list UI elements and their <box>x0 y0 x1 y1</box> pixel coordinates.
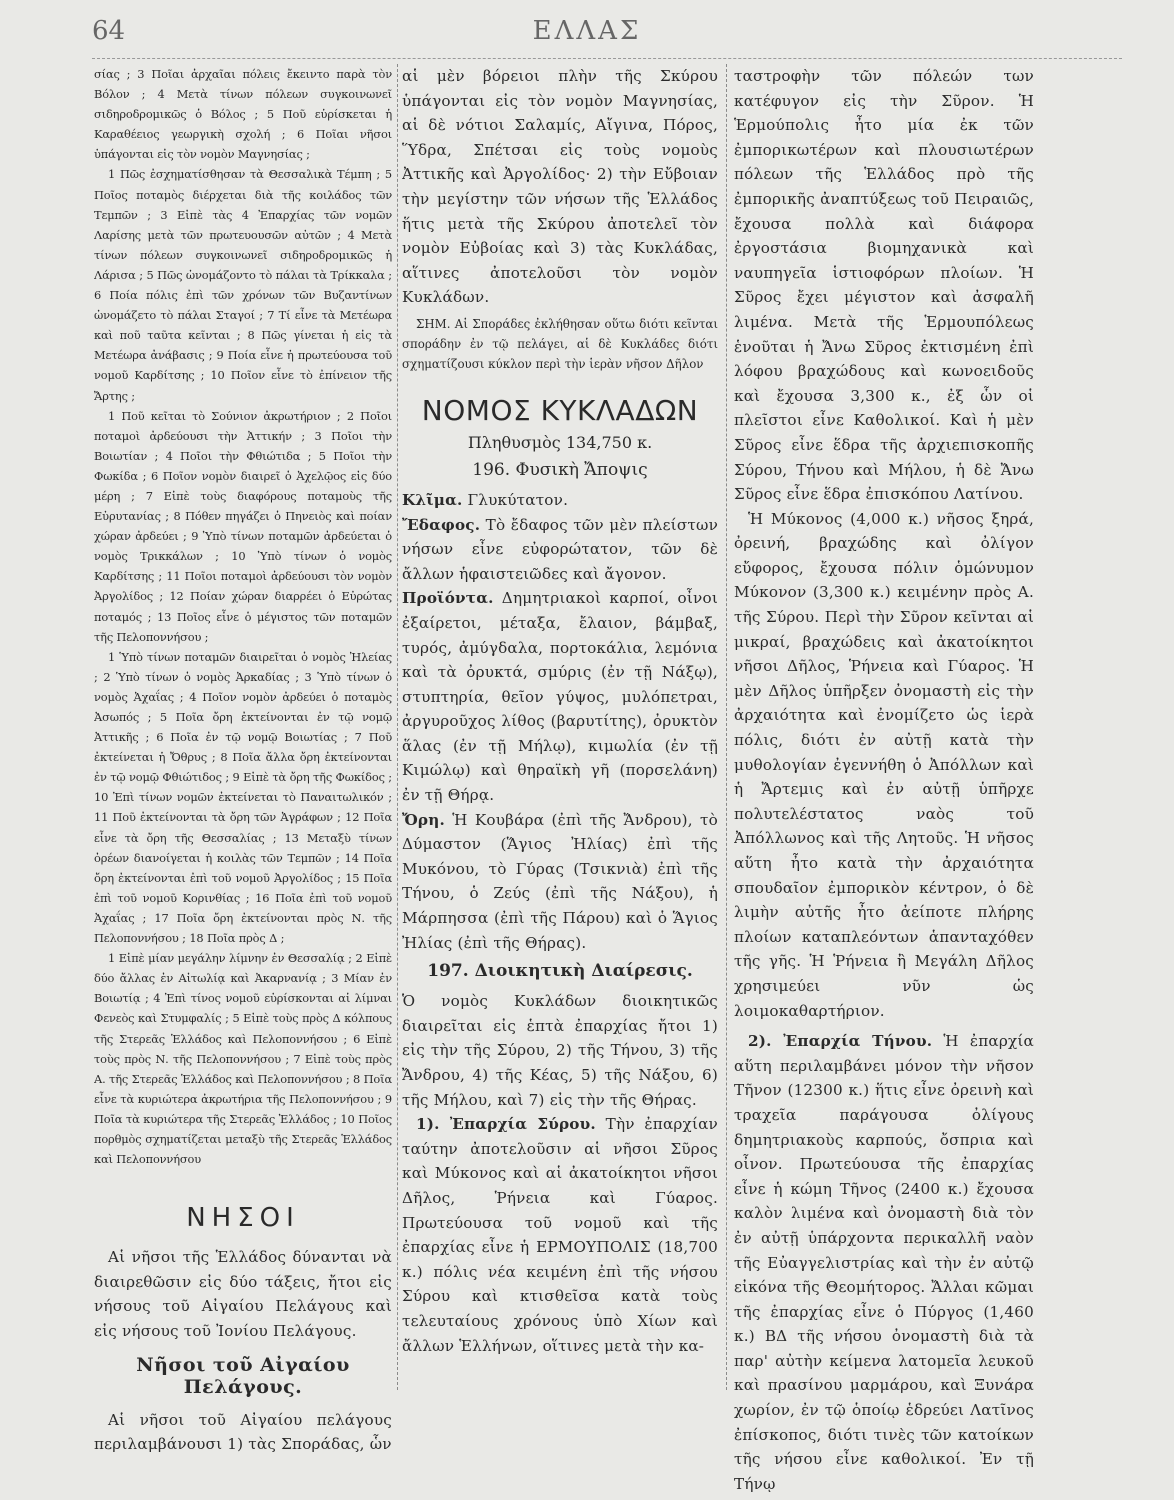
page-number: 64 <box>92 16 126 46</box>
heading-nomos-kykladon: ΝΟΜΟΣ ΚΥΚΛΑΔΩΝ <box>421 393 699 427</box>
header-rule <box>92 58 1122 59</box>
subheading-aegean-islands: Νῆσοι τοῦ Αἰγαίου Πελάγους. <box>136 1353 350 1398</box>
paragraph-proionta <box>402 586 718 807</box>
questions-rivers: 1 Ποῦ κεῖται τὸ Σούνιον ἀκρωτήριον ; 2 Ποῖοι ποταμοὶ ἀρδεύουσι τὴν Ἀττικήν ; 3 Ποῖοι τὴν Βοιωτίαν ; 4 Ποῖοι τὴν Φθιώτιδα ; 5 Ποῖοι τὴν Φωκίδα ; 6 Ποῖον νομὸν διαιρεῖ ὁ Ἀχελῷος εἰς δύο μέρη ; 7 Εἰπὲ τοὺς διαφόρους ποταμοὺς τῆς Εὐρυτανίας ; 8 Πόθεν πηγάζει ὁ Πηνειὸς καὶ ποίαν χώραν ἀρδεύει ; 9 Ὑπὸ τίνων ποταμῶν ἀρδεύεται ὁ νομὸς Τρικκάλων ; 10 Ὑπὸ τίνων ὁ νομὸς Καρδίτσης ; 11 Ποῖοι ποταμοὶ ἀρδεύουσι τὸν νομὸν Ἀργολίδος ; 12 Ποίαν χώραν διαρρέει ὁ Εὐρώτας ποταμός ; 13 Ποῖος εἶνε ὁ μέγιστος τῶν ποταμῶν τῆς Πελοποννήσου ; <box>94 408 392 644</box>
questions-thessaly: 1 Πῶς ἐσχηματίσθησαν τὰ Θεσσαλικὰ Τέμπη ; 5 Ποῖος ποταμὸς διέρχεται διὰ τῆς κοιλάδος τῶν Τεμπῶν ; 3 Εἰπὲ τὰς 4 Ἐπαρχίας τῶν νομῶν Λαρίσης μετὰ τῶν πρωτευουσῶν αὐτῶν ; 4 Μετὰ τίνων πόλεων συγκοινωνεῖ σιδηροδρομικῶς ἡ Λάρισα ; 5 Πῶς ὠνομάζοντο τὸ πάλαι τὰ Τρίκκαλα ; 6 Ποία πόλις ἐπὶ τῶν χρόνων τῶν Βυζαντίνων ὠνομάζετο τὸ πάλαι Σταγοί ; 7 Τί εἶνε τὰ Μετέωρα καὶ ποῦ ταῦτα κεῖνται ; 8 Πῶς γίνεται ἡ εἰς τὰ Μετέωρα ἀνάβασις ; 9 Ποία εἶνε ἡ πρωτεύουσα τοῦ νομοῦ Καρδίτσης ; 10 Ποῖον εἶνε τὸ ἐπίνειον τῆς Ἄρτης ; <box>94 167 392 403</box>
section-196-heading: 196. Φυσικὴ Ἄποψις <box>472 459 648 480</box>
klima-label: Κλῖμα. <box>402 490 463 509</box>
paragraph-mykonos-delos: Ἡ Μύκονος (4,000 κ.) νῆσος ξηρά, ὀρεινή, βραχώδης καὶ ὀλίγον εὔφορος, ἔχουσα πόλιν ὁμώνυμον Μύκονον (3,300 κ.) κειμένην πρὸς Α. τῆς Σύρου. Περὶ τὴν Σῦρον κεῖνται αἱ μικραί, βραχώδεις καὶ ἀκατοίκητοι νῆσοι Δῆλος, Ῥήνεια καὶ Γύαρος. Ἡ μὲν Δῆλος ὑπῆρξεν ὀνομαστὴ εἰς τὴν ἀρχαιότητα καὶ ἐνομίζετο ὡς ἱερὰ πόλις, διότι ἐν αὐτῇ κατὰ τὴν μυθολογίαν ἐγεννήθη ὁ Ἀπόλλων καὶ ἡ Ἄρτεμις καὶ ἐν αὐτῇ ὑπῆρχε πολυτελέστατος ναὸς τοῦ Ἀπόλλωνος καὶ τῆς Λητοῦς. Ἡ νῆσος αὕτη ἦτο κατὰ τὴν ἀρχαιότητα σπουδαῖον ἐμπορικὸν κέντρον, ὁ δὲ λιμὴν αὐτῆς ἦτο ἀείποτε πλήρης πλοίων καταπλεόντων ἁπανταχόθεν τῆς γῆς. Ἡ Ῥήνεια ἢ Μεγάλη Δῆλος χρησιμεύει νῦν ὡς λοιμοκαθαρτήριον. <box>734 509 1034 1020</box>
proionta-text: Δημητριακοὶ καρποί, οἶνοι ἐξαίρετοι, μέταξα, ἔλαιον, βάμβαξ, τυρός, ἀμύγδαλα, πορτοκάλια, λεμόνια καὶ τὰ ὀρυκτά, σμύρις (ἐν τῇ Νάξῳ), στυπτηρία, θεῖον γύψος, μυλόπετραι, ἀργυροῦχος λίθος (βαρυτίτης), ὀρυκτὸν ἅλας (ἐν τῇ Μήλῳ), κιμωλία (ἐν τῇ Κιμώλῳ) καὶ θηραϊκὴ γῆ (πορσελάνη) ἐν τῇ Θήρᾳ. <box>402 589 718 805</box>
paragraph-eparchia-syrou <box>402 1112 718 1358</box>
questions-lakes-gulfs: 1 Εἰπὲ μίαν μεγάλην λίμνην ἐν Θεσσαλίᾳ ; 2 Εἰπὲ δύο ἄλλας ἐν Αἰτωλίᾳ καὶ Ἀκαρνανίᾳ ; 3 Μίαν ἐν Βοιωτίᾳ ; 4 Ἐπὶ τίνος νομοῦ εὑρίσκονται αἱ λίμναι Φενεὸς καὶ Στυμφαλίς ; 5 Εἰπὲ τοὺς πρὸς Δ κόλπους τῆς Στερεᾶς Ἑλλάδος καὶ Πελοποννήσου ; 6 Εἰπὲ τοὺς πρὸς Ν. τῆς Πελοποννήσου ; 7 Εἰπὲ τοὺς πρὸς Α. τῆς Στερεᾶς Ἑλλάδος καὶ Πελοποννήσου ; 8 Ποῖα εἶνε τὰ κυριώτερα ἀκρωτήρια τῆς Πελοποννήσου ; 9 Ποῖα τὰ κυριώτερα τῆς Στερεᾶς Ἑλλάδος ; 10 Ποῖος πορθμὸς σχηματίζεται μεταξὺ τῆς Στερεᾶς Ἑλλάδος καὶ Πελοποννήσου <box>94 951 392 1167</box>
edafos-label: Ἔδαφος. <box>402 515 481 534</box>
paragraph-eparchia-tinou <box>734 1029 1034 1496</box>
ori-label: Ὄρη. <box>402 810 445 829</box>
section-197-heading: 197. Διοικητικὴ Διαίρεσις. <box>427 961 693 982</box>
paragraph-ori <box>402 808 718 956</box>
syrou-label: 1). Ἐπαρχία Σύρου. <box>416 1115 596 1134</box>
proionta-label: Προϊόντα. <box>402 589 494 608</box>
column-right <box>734 64 1034 1496</box>
ori-text: Ἡ Κουβάρα (ἐπὶ τῆς Ἄνδρου), τὸ Δύμαστον (Ἅγιος Ἠλίας) ἐπὶ τῆς Μυκόνου, τὸ Γύρας (Τσικνιὰ) ἐπὶ τῆς Τήνου, ὁ Ζεύς (ἐπὶ τῆς Νάξου), ἡ Μάρπησσα (ἐπὶ τῆς Πάρου) καὶ ὁ Ἅγιος Ἠλίας (ἐπὶ τῆς Θήρας). <box>402 810 718 952</box>
tinou-label: 2). Ἐπαρχία Τήνου. <box>748 1032 933 1051</box>
page-header <box>0 14 1174 54</box>
population-line: Πληθυσμὸς 134,750 κ. <box>467 432 653 452</box>
syrou-text: Τὴν ἐπαρχίαν ταύτην ἀποτελοῦσιν αἱ νῆσοι Σῦρος καὶ Μύκονος καὶ αἱ ἀκατοίκητοι νῆσοι Δῆλος, Ῥήνεια καὶ Γύαρος. Πρωτεύουσα τοῦ νομοῦ καὶ τῆς ἐπαρχίας εἶνε ἡ ΕΡΜΟΥΠΟΛΙΣ (18,700 κ.) πόλις νέα κειμένη ἐπὶ τῆς νήσου Σύρου καὶ κτισθεῖσα κατὰ τοὺς τελευταίους χρόνους ὑπὸ Χίων καὶ ἄλλων Ἑλλήνων, οἵτινες μετὰ τὴν κα- <box>402 1115 718 1355</box>
column-middle <box>402 64 718 1358</box>
section-heading-nesoi: ΝΗΣΟΙ <box>186 1203 300 1234</box>
paragraph-edafos <box>402 513 718 587</box>
paragraph-sporades-euboea: αἱ μὲν βόρειοι πλὴν τῆς Σκύρου ὑπάγονται εἰς τὸν νομὸν Μαγνησίας, αἱ δὲ νότιοι Σαλαμίς, Αἴγινα, Πόρος, Ὕδρα, Σπέτσαι εἰς τοὺς νομοὺς Ἀττικῆς καὶ Ἀργολίδος· 2) τὴν Εὔβοιαν τὴν μεγίστην τῶν νήσων τῆς Ἑλλάδος ἥτις μετὰ τῆς Σκύρου ἀποτελεῖ τὸν νομὸν Εὐβοίας καὶ 3) τὰς Κυκλάδας, αἵτινες ἀποτελοῦσι τὸν νομὸν Κυκλάδων. <box>402 67 718 307</box>
edafos-text: Τὸ ἔδαφος τῶν μὲν πλείστων νήσων εἶνε εὐφορώτατον, τῶν δὲ ἄλλων ἡφαιστειῶδες καὶ ἄγονον. <box>402 515 718 583</box>
tinou-text: Ἡ ἐπαρχία αὕτη περιλαμβάνει μόνον τὴν νῆσον Τῆνον (12300 κ.) ἥτις εἶνε ὀρεινὴ καὶ τραχεῖα παράγουσα ὀλίγους δημητριακοὺς καρπούς, ὄσπρια καὶ οἶνον. Πρωτεύουσα τῆς ἐπαρχίας εἶνε ἡ κώμη Τῆνος (2400 κ.) ἔχουσα καλὸν λιμένα καὶ ὀνομαστὴ διὰ τὸν ἐν αὐτῇ ὑπάρχοντα περικαλλῆ ναὸν τῆς Εὐαγγελιστρίας καὶ τὴν ἐν αὐτῷ εἰκόνα τῆς Θεομήτορος. Ἄλλαι κῶμαι τῆς ἐπαρχίας εἶνε ὁ Πύργος (1,460 κ.) ΒΔ τῆς νήσου ὀνομαστὴ διὰ τὰ παρ' αὐτὴν κείμενα λατομεῖα λευκοῦ καὶ πρασίνου μαρμάρου, καὶ Ξυνάρα χωρίον, ἐν τῷ ὁποίῳ ἑδρεύει Λατῖνος ἐπίσκοπος, διότι τινὲς τῶν κατοίκων τῆς νήσου εἶνε καθολικοί. Ἐν τῇ Τήνῳ <box>734 1032 1034 1493</box>
paragraph-klima <box>402 488 718 513</box>
column-rule-2 <box>726 64 727 1390</box>
paragraph-islands-intro: Αἱ νῆσοι τῆς Ἑλλάδος δύνανται νὰ διαιρεθῶσιν εἰς δύο τάξεις, ἤτοι εἰς νήσους τοῦ Αἰγαίου Πελάγους καὶ εἰς νήσους τοῦ Ἰονίου Πελάγους. <box>94 1248 392 1340</box>
column-left <box>94 64 392 1457</box>
column-rule-1 <box>397 64 398 1390</box>
paragraph-aegean-islands: Αἱ νῆσοι τοῦ Αἰγαίου πελάγους περιλαμβάνουσι 1) τὰς Σποράδας, ὧν <box>94 1410 392 1454</box>
running-title: ΕΛΛΑΣ <box>532 16 642 46</box>
note-sporades: ΣΗΜ. Αἱ Σποράδες ἐκλήθησαν οὕτω διότι κεῖνται σποράδην ἐν τῷ πελάγει, αἱ δὲ Κυκλάδες διότι σχηματίζουσι κύκλον περὶ τὴν ἱερὰν νῆσον Δῆλον <box>402 316 718 371</box>
questions-magnesia: σίας ; 3 Ποῖαι ἀρχαῖαι πόλεις ἔκειντο παρὰ τὸν Βόλον ; 4 Μετὰ τίνων πόλεων συγκοινωνεῖ σιδηροδρομικῶς ὁ Βόλος ; 5 Ποῦ εὑρίσκεται ἡ Καραθέειος γεωργικὴ σχολή ; 6 Ποῖαι νῆσοι ὑπάγονται εἰς τὸν νομὸν Μαγνησίας ; <box>94 67 392 162</box>
klima-text: Γλυκύτατον. <box>462 490 569 509</box>
paragraph-197: Ὁ νομὸς Κυκλάδων διοικητικῶς διαιρεῖται εἰς ἑπτὰ ἐπαρχίας ἤτοι 1) εἰς τὴν τῆς Σύρου, 2) τῆς Τήνου, 3) τῆς Ἄνδρου, 4) τῆς Κέας, 5) τῆς Νάξου, 6) τῆς Μήλου, καὶ 7) εἰς τὴν τῆς Θήρας. <box>402 992 718 1109</box>
paragraph-ermoupolis: ταστροφὴν τῶν πόλεών των κατέφυγον εἰς τὴν Σῦρον. Ἡ Ἑρμούπολις ἦτο μία ἐκ τῶν ἐμπορικωτέρων καὶ πλουσιωτέρων πόλεων τῆς Ἑλλάδος πρὸ τῆς ἐμπορικῆς ἀναπτύξεως τοῦ Πειραιῶς, ἔχουσα πολλὰ καὶ διάφορα ἐργοστάσια βιομηχανικὰ καὶ ναυπηγεῖα ἱστιοφόρων πλοίων. Ἡ Σῦρος ἔχει μέγιστον καὶ ἀσφαλῆ λιμένα. Μετὰ τῆς Ἑρμουπόλεως ἑνοῦται ἡ Ἄνω Σῦρος ἐκτισμένη ἐπὶ λόφου βραχώδους καὶ κωνοειδοῦς καὶ ἔχουσα 3,300 κ., ἐξ ὧν οἱ πλεῖστοι εἶνε Καθολικοί. Καὶ ἡ μὲν Σῦρος εἶνε ἕδρα τῆς ἀρχιεπισκοπῆς Σύρου, Τήνου καὶ Μήλου, ἡ δὲ Ἄνω Σῦρος εἶνε ἕδρα ἐπισκόπου Λατίνου. <box>734 67 1034 504</box>
questions-mountains: 1 Ὑπὸ τίνων ποταμῶν διαιρεῖται ὁ νομὸς Ἠλείας ; 2 Ὑπὸ τίνων ὁ νομὸς Ἀρκαδίας ; 3 Ὑπὸ τίνων ὁ νομὸς Ἀχαΐας ; 4 Ποῖον νομὸν ἀρδεύει ὁ ποταμὸς Ἀσωπός ; 5 Ποῖα ὄρη ἐκτείνονται ἐν τῷ νομῷ Ἀττικῆς ; 6 Ποῖα ἐν τῷ νομῷ Βοιωτίας ; 7 Ποῦ ἐκτείνεται ἡ Ὄθρυς ; 8 Ποῖα ἄλλα ὄρη ἐκτείνονται ἐν τῷ νομῷ Φθιώτιδος ; 9 Εἰπὲ τὰ ὄρη τῆς Φωκίδος ; 10 Ἐπὶ τίνων νομῶν ἐκτείνεται τὸ Παναιτωλικόν ; 11 Ποῦ ἐκτείνονται τὰ ὄρη τῶν Ἀγράφων ; 12 Ποῖα εἶνε τὰ ὄρη τῆς Θεσσαλίας ; 13 Μεταξὺ τίνων ὀρέων διανοίγεται ἡ κοιλὰς τῶν Τεμπῶν ; 14 Ποῖα ὄρη ἐκτείνονται ἐπὶ τοῦ νομοῦ Ἀργολίδος ; 15 Ποῖα ἐπὶ τοῦ νομοῦ Κορινθίας ; 16 Ποῖα ἐπὶ τοῦ νομοῦ Ἀχαΐας ; 17 Ποῖα ὄρη ἐκτείνονται πρὸς Ν. τῆς Πελοποννήσου ; 18 Ποῖα πρὸς Δ ; <box>94 649 392 946</box>
